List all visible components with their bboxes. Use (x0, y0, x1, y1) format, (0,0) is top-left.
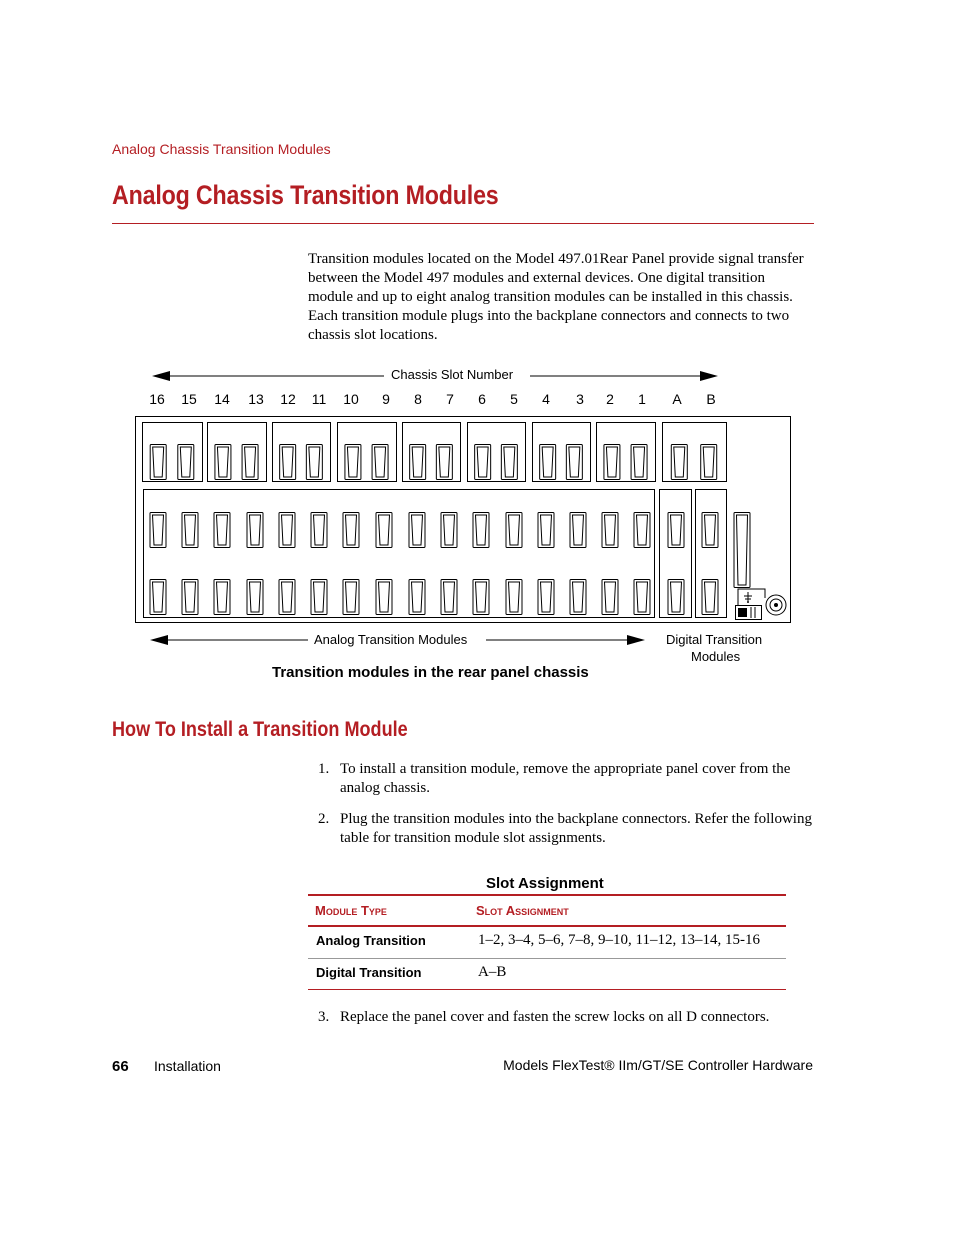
switch-outline (736, 606, 762, 620)
analog-connector-lower-shell (376, 580, 392, 615)
analog-connector-upper (217, 515, 228, 545)
analog-connector-lower-shell (247, 580, 263, 615)
top-module-5 (403, 423, 461, 482)
analog-connector-upper-shell (150, 513, 166, 548)
analog-connector-lower (476, 582, 487, 612)
digital-connector-shell (702, 580, 718, 615)
analog-connector-upper-shell (376, 513, 392, 548)
top-connector-shell (280, 445, 296, 480)
top-connector-shell (566, 445, 582, 480)
step-1 (308, 760, 813, 800)
row-module-type: Analog Transition (316, 933, 426, 948)
bnc-connector-outer (766, 595, 786, 615)
top-connector (477, 447, 488, 477)
top-connector (634, 447, 645, 477)
analog-connector-upper-shell (311, 513, 327, 548)
table-title: Slot Assignment (486, 875, 604, 892)
analog-connector-lower-shell (506, 580, 522, 615)
digital-slot-a (660, 490, 692, 618)
row-module-type: Digital Transition (316, 965, 422, 980)
analog-connector-upper-shell (279, 513, 295, 548)
analog-connector-upper (541, 515, 552, 545)
analog-connector-lower (314, 582, 325, 612)
slot-number-label: A (672, 391, 682, 407)
analog-connector-upper-shell (602, 513, 618, 548)
title-rule (112, 223, 814, 224)
top-connector-shell (306, 445, 322, 480)
analog-connector-upper-shell (182, 513, 198, 548)
top-connector (606, 447, 617, 477)
top-connector-shell (501, 445, 517, 480)
bnc-connector-pin (774, 603, 778, 607)
running-head: Analog Chassis Transition Modules (112, 141, 331, 157)
arrow-head-left (152, 371, 170, 381)
analog-connector-lower-shell (311, 580, 327, 615)
analog-connector-lower-shell (441, 580, 457, 615)
analog-connector-lower-shell (343, 580, 359, 615)
header-rule (308, 925, 786, 927)
footer-section: Installation (154, 1058, 221, 1074)
analog-connector-upper (573, 515, 584, 545)
analog-connector-upper (444, 515, 455, 545)
analog-connector-upper (637, 515, 648, 545)
slot-number-label: 14 (214, 391, 230, 407)
top-connector (217, 447, 228, 477)
analog-connector-lower (250, 582, 261, 612)
top-connector-shell (436, 445, 452, 480)
digital-connector-shell (668, 513, 684, 548)
step-text: Replace the panel cover and fasten the screw locks on all D connectors. (340, 1009, 770, 1025)
analog-connector-upper-shell (473, 513, 489, 548)
analog-connector-upper-shell (570, 513, 586, 548)
analog-modules-label: Analog Transition Modules (314, 632, 468, 647)
analog-connector-lower-shell (538, 580, 554, 615)
arrow-head-right (627, 635, 645, 645)
analog-connector-lower (282, 582, 293, 612)
slot-number-label: 1 (638, 391, 646, 407)
step-number: 2. (318, 811, 330, 827)
analog-connector-upper-shell (247, 513, 263, 548)
top-connector-shell (215, 445, 231, 480)
step-text: Plug the transition modules into the backplane connectors. Refer the following table for transition module slot assignments. (340, 811, 812, 846)
step-2 (308, 810, 813, 850)
analog-connector-upper-shell (441, 513, 457, 548)
top-connector-shell (372, 445, 388, 480)
long-connector (737, 515, 748, 585)
long-connector-shell (734, 513, 750, 588)
analog-connector-upper (605, 515, 616, 545)
ground-wire (738, 589, 765, 605)
analog-connector-upper-shell (409, 513, 425, 548)
table-bottom-rule (308, 989, 786, 990)
top-module-8 (597, 423, 656, 482)
analog-connector-lower (444, 582, 455, 612)
bnc-connector-inner (770, 599, 782, 611)
slot-number-label: 16 (149, 391, 165, 407)
top-connector (439, 447, 450, 477)
row-slot-assignment: A–B (478, 964, 507, 980)
top-module-7 (533, 423, 591, 482)
top-connector (569, 447, 580, 477)
table-top-rule (308, 894, 786, 896)
analog-connector-lower-shell (602, 580, 618, 615)
analog-connector-lower-shell (150, 580, 166, 615)
top-connector-shell (410, 445, 426, 480)
page-title: Analog Chassis Transition Modules (112, 180, 499, 210)
top-module-2 (208, 423, 267, 482)
analog-connector-lower-shell (279, 580, 295, 615)
step-number: 1. (318, 761, 330, 777)
row-divider (308, 958, 786, 959)
digital-connector-shell (668, 580, 684, 615)
analog-connector-upper (250, 515, 261, 545)
digital-slot-b (696, 490, 727, 618)
analog-connector-lower (509, 582, 520, 612)
top-connector-shell (475, 445, 491, 480)
top-module-4 (338, 423, 397, 482)
top-connector (282, 447, 293, 477)
analog-connector-upper (346, 515, 357, 545)
digital-connector-shell (702, 513, 718, 548)
analog-connector-upper-shell (506, 513, 522, 548)
digital-connector (705, 515, 716, 545)
analog-connector-upper (314, 515, 325, 545)
slot-number-label: 6 (478, 391, 486, 407)
footer-doc-title: Models FlexTest® IIm/GT/SE Controller Hardware (503, 1057, 813, 1073)
top-module-1 (143, 423, 203, 482)
chassis-outline (136, 417, 791, 623)
slot-number-label: 8 (414, 391, 422, 407)
slot-number-label: 5 (510, 391, 518, 407)
top-connector (412, 447, 423, 477)
top-connector-shell (604, 445, 620, 480)
top-connector (153, 447, 164, 477)
analog-connector-lower (605, 582, 616, 612)
top-connector (347, 447, 358, 477)
step-number: 3. (318, 1009, 330, 1025)
analog-connector-upper (185, 515, 196, 545)
digital-connector (671, 515, 682, 545)
analog-connector-lower-shell (570, 580, 586, 615)
top-connector-shell (540, 445, 556, 480)
figure-caption: Transition modules in the rear panel chassis (272, 664, 589, 681)
analog-connector-upper (509, 515, 520, 545)
top-connector (245, 447, 256, 477)
analog-connector-upper-shell (214, 513, 230, 548)
analog-connector-upper-shell (343, 513, 359, 548)
footer-page-number: 66 (112, 1058, 129, 1075)
analog-connector-lower (412, 582, 423, 612)
top-connector (309, 447, 320, 477)
analog-connector-lower-shell (214, 580, 230, 615)
digital-connector (671, 582, 682, 612)
top-connector-shell (242, 445, 258, 480)
analog-connector-upper (476, 515, 487, 545)
analog-connector-lower-shell (473, 580, 489, 615)
analog-connector-upper-shell (538, 513, 554, 548)
digital-modules-label-line2: Modules (691, 649, 741, 664)
analog-connector-lower (153, 582, 164, 612)
slot-number-label: 11 (311, 391, 327, 407)
header-slot-assignment: Slot Assignment (476, 903, 569, 918)
switch-toggle (738, 608, 747, 617)
top-connector-shell (671, 445, 687, 480)
analog-connector-lower (379, 582, 390, 612)
arrow-head-left (150, 635, 168, 645)
top-module-9 (663, 423, 727, 482)
top-module-3 (273, 423, 331, 482)
row-slot-assignment: 1–2, 3–4, 5–6, 7–8, 9–10, 11–12, 13–14, 15-16 (478, 932, 760, 948)
top-connector (375, 447, 386, 477)
slot-number-label: 9 (382, 391, 390, 407)
section-heading: How To Install a Transition Module (112, 718, 408, 741)
analog-connector-upper (153, 515, 164, 545)
analog-connector-lower (637, 582, 648, 612)
top-connector-shell (345, 445, 361, 480)
slot-number-label: 10 (343, 391, 359, 407)
analog-connector-upper (379, 515, 390, 545)
top-connector-shell (150, 445, 166, 480)
arrow-head-right (700, 371, 718, 381)
digital-modules-label-line1: Digital Transition (666, 632, 763, 647)
slot-number-label: 3 (576, 391, 584, 407)
slot-number-label: 2 (606, 391, 614, 407)
analog-connector-upper-shell (634, 513, 650, 548)
slot-number-label: 13 (248, 391, 264, 407)
step-text: To install a transition module, remove the appropriate panel cover from the analog chassis. (340, 761, 791, 796)
analog-connector-upper (282, 515, 293, 545)
analog-connector-lower (573, 582, 584, 612)
intro-paragraph: Transition modules located on the Model 497.01Rear Panel provide signal transfer between the Model 497 modules and external devices. One digital transition module and up to eight analog transition modules can be installed in this chassis. Each transition module plugs into the backplane connectors and connects to two chassis slot locations. (308, 251, 804, 343)
analog-connector-lower (346, 582, 357, 612)
top-connector (703, 447, 714, 477)
top-connector (180, 447, 191, 477)
top-connector (674, 447, 685, 477)
analog-connector-lower (217, 582, 228, 612)
slot-number-label: 7 (446, 391, 454, 407)
slot-number-label: B (706, 391, 716, 407)
analog-connector-upper (412, 515, 423, 545)
top-connector-shell (178, 445, 194, 480)
top-connector (504, 447, 515, 477)
top-connector-shell (631, 445, 647, 480)
analog-connector-lower-shell (634, 580, 650, 615)
analog-connector-lower (185, 582, 196, 612)
top-module-6 (468, 423, 526, 482)
slot-number-label: 12 (280, 391, 296, 407)
top-connector-shell (701, 445, 717, 480)
analog-connector-lower-shell (409, 580, 425, 615)
step-3 (308, 1008, 813, 1030)
slot-number-label: 4 (542, 391, 550, 407)
top-connector (542, 447, 553, 477)
analog-connector-lower-shell (182, 580, 198, 615)
slot-number-label: 15 (181, 391, 197, 407)
chassis-slot-number-label: Chassis Slot Number (391, 367, 514, 382)
digital-connector (705, 582, 716, 612)
analog-module-block (144, 490, 655, 618)
header-module-type: Module Type (315, 903, 387, 918)
analog-connector-lower (541, 582, 552, 612)
